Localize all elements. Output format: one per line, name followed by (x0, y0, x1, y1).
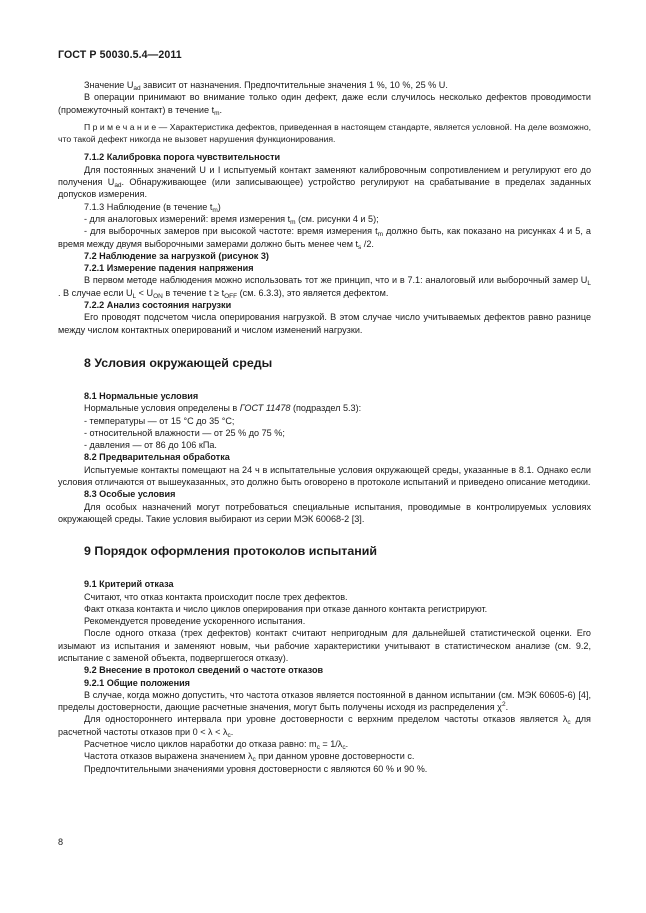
section-heading: 8.2 Предварительная обработка (84, 452, 230, 463)
list-item: - температуры — от 15 °С до 35 °С; (84, 415, 235, 426)
paragraph: Для одностороннего интервала при уровне достоверности c верхним пределом частоты отказов является $\lambda_c$ для расчетной частоты отказов при $0 < \lambda < \lambda_c$. (58, 714, 591, 739)
section-heading: 8.1 Нормальные условия (84, 390, 199, 401)
section-heading: 7.2.2 Анализ состояния нагрузки (84, 300, 232, 311)
paragraph: Для постоянных значений U и I испытуемый контакт заменяют калибровочным сопротивлением и регулируют его до получения $U_{ad}$. Обнаруживающее (или записывающее) устройство регулируют на срабатывание в пределах заданных допусков измерения. (58, 164, 591, 200)
note: П р и м е ч а н и е — Характеристика дефектов, приведенная в настоящем стандарте, является условной. На деле возможно, что такой дефект никогда не вызовет нарушения функционирования. (58, 121, 591, 144)
paragraph: В операции принимают во внимание только один дефект, даже если случилось несколько дефектов проводимости (промежуточный контакт) в течение $t_m$. (58, 92, 591, 117)
paragraph: Испытуемые контакты помещают на 24 ч в испытательные условия окружающей среды, указанные в 8.1. Однако если условия отличаются от вышеуказанных, это должно быть оговорено в протоколе испытаний и приведено описание методики. (58, 464, 591, 488)
section-heading: 8.3 Особые условия (84, 489, 176, 500)
chapter-heading: 8 Условия окружающей среды (84, 355, 273, 370)
section-heading: 7.2 Наблюдение за нагрузкой (рисунок 3) (84, 250, 269, 261)
section-heading: 9.1 Критерий отказа (84, 579, 174, 590)
chapter-heading: 9 Порядок оформления протоколов испытаний (84, 544, 377, 559)
section-heading: 7.1.2 Калибровка порога чувствительности (84, 152, 281, 163)
paragraph: В первом методе наблюдения можно использовать тот же принцип, что и в 7.1: аналоговый или выборочный замер $U_L$ . В случае если $U_L < U_{ON}$ в течение $t \ge t_{OFF}$ (см. 6.3.3), это является дефектом. (58, 275, 591, 300)
section-heading: 9.2.1 Общие положения (84, 677, 190, 688)
list-item: - давления — от 86 до 106 кПа. (84, 440, 217, 451)
section-heading: 7.2.1 Измерение падения напряжения (84, 263, 254, 274)
paragraph: Рекомендуется проведение ускоренного испытания. (84, 616, 306, 627)
paragraph: В случае, когда можно допустить, что частота отказов является постоянной в данном испытании (см. МЭК 60605-6) [4], пределы достоверности, дающие расчетные значения, могут быть получены исходя из распределения $\chi^2$. (58, 689, 591, 713)
paragraph: Значение $U_{ad}$ зависит от назначения. Предпочтительные значения 1 %, 10 %, 25 % U. (84, 80, 448, 92)
paragraph: Нормальные условия определены в ГОСТ 11478 (подраздел 5.3): (84, 403, 362, 414)
standard-reference: ГОСТ 11478 (239, 403, 291, 414)
paragraph: Частота отказов выражена значением $\lambda_c$ при данном уровне достоверности c. (84, 751, 415, 764)
paragraph: Считают, что отказ контакта происходит после трех дефектов. (84, 591, 348, 602)
page-number: 8 (58, 837, 64, 847)
page-header: ГОСТ Р 50030.5.4—2011 (58, 49, 182, 61)
list-item: - для выборочных замеров при высокой частоте: время измерения $t_m$ должно быть, как показано на рисунках 4 и 5, а время между двумя выборочными замерами должно быть менее чем $t_s$ /2. (58, 226, 591, 251)
paragraph: Предпочтительными значениями уровня достоверности c являются 60 % и 90 %. (84, 763, 428, 774)
paragraph: Факт отказа контакта и число циклов оперирования при отказе данного контакта регистрируют. (84, 603, 488, 614)
paragraph: Для особых назначений могут потребоваться специальные испытания, проводимые в контролируемых условиях окружающей среды. Такие условия выбирают из серии МЭК 60068-2 [3]. (58, 501, 591, 524)
list-item: - для аналоговых измерений: время измерения $t_m$ (см. рисунки 4 и 5); (84, 213, 379, 226)
paragraph: После одного отказа (трех дефектов) контакт считают непригодным для дальнейшей статистической оценки. Его изымают из испытания и заменяют новым, чьи рабочие характеристики учитывают в статистическом анализе (см. 9.2, испытание с заменой объекта, подвергшегося отказу). (58, 628, 591, 663)
list-item: - относительной влажности — от 25 % до 75 %; (84, 427, 285, 438)
page-content (58, 79, 591, 775)
paragraph: 7.1.3 Наблюдение (в течение $t_m$) (84, 201, 221, 214)
paragraph: Его проводят подсчетом числа оперирования нагрузкой. В этом случае число учитываемых дефектов равно разнице между числом контактных оперирований и числом изменений нагрузки. (58, 312, 591, 335)
section-heading: 9.2 Внесение в протокол сведений о частоте отказов (84, 665, 324, 676)
paragraph: Расчетное число циклов наработки до отказа равно: $m_c = 1/\lambda_c$. (84, 739, 349, 752)
